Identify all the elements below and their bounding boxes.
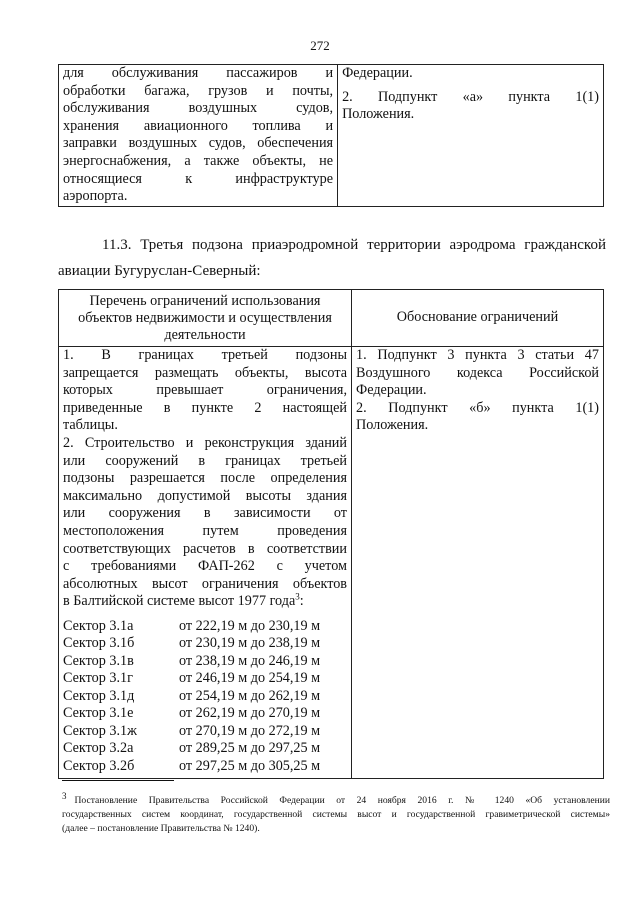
text-line: подзоны разрешается после определения (63, 470, 347, 487)
justification-cell (352, 347, 604, 779)
text-line: Воздушного кодекса Российской (356, 364, 599, 381)
footnote-reference: 3 (295, 591, 300, 602)
text-line: местоположения путем проведения (63, 522, 347, 539)
text-line: для обслуживания пассажиров и (63, 65, 334, 81)
text-line-tail: : (299, 593, 304, 610)
text-line-content: в Балтийской системе высот 1977 года (63, 593, 296, 610)
sector-range: от 297,25 м до 305,25 м (179, 757, 321, 774)
column-header-restrictions: Перечень ограничений использования объектов недвижимости и осуществления деятельности (59, 290, 352, 347)
text-line: хранения авиационного топлива и (63, 117, 334, 134)
restrictions-cell (59, 347, 352, 779)
sector-name: Сектор 3.1ж (63, 722, 137, 739)
footnote (62, 790, 610, 836)
text-line: Федерации. (342, 65, 413, 81)
text-line: заправки воздушных судов, обеспечения (63, 135, 334, 152)
sector-row (63, 723, 347, 741)
heading-line: авиации Бугуруслан-Северный: (58, 263, 261, 279)
sector-row (63, 705, 347, 723)
continued-restrictions-table (58, 64, 604, 207)
sector-row (63, 688, 347, 706)
text-line: аэропорта. (63, 188, 128, 205)
text-line: 1. В границах третьей подзоны (63, 347, 347, 363)
text-line: обработки багажа, грузов и почты, (63, 82, 334, 99)
text-line: которых превышает ограничения, (63, 382, 347, 399)
sector-name: Сектор 3.1б (63, 635, 135, 652)
sector-name: Сектор 3.2б (63, 757, 135, 774)
text-line: 1. Подпункт 3 пункта 3 статьи 47 (356, 347, 599, 363)
text-line: абсолютных высот ограничения объектов (63, 575, 347, 592)
heading-line: 11.3. Третья подзона приаэродромной территории аэродрома гражданской (102, 237, 606, 253)
sector-name: Сектор 3.2а (63, 740, 134, 757)
text-line (63, 593, 347, 611)
sector-row (63, 635, 347, 653)
sector-name: Сектор 3.1в (63, 652, 134, 669)
text-line: запрещается размещать объекты, высота (63, 364, 347, 381)
text-line: таблицы. (63, 417, 118, 434)
text-line: 2. Строительство и реконструкция зданий (63, 434, 347, 451)
section-heading (58, 232, 606, 284)
sector-row (63, 670, 347, 688)
text-line: Положения. (356, 417, 429, 434)
sector-range: от 254,19 м до 262,19 м (179, 687, 321, 704)
footnote-line: государственных систем координат, государственной системы высот и государственной гравиметрической системы» (62, 809, 610, 820)
text-line: обслуживания воздушных судов, (63, 100, 334, 117)
text-line: 2. Подпункт «а» пункта 1(1) (342, 88, 599, 105)
text-line: или сооружений в границах третьей (63, 452, 347, 469)
text-line: энергоснабжения, а также объекты, не (63, 152, 334, 169)
sector-row (63, 618, 347, 636)
text-line: Федерации. (356, 382, 427, 399)
text-line: относящиеся к инфраструктуре (63, 170, 334, 187)
text-line: или сооружения в зависимости от (63, 505, 347, 522)
sector-range: от 246,19 м до 254,19 м (179, 670, 321, 687)
footnote-text: Постановление Правительства Российской Федерации от 24 ноября 2016 г. № 1240 «Об установлении (74, 795, 610, 806)
text-line: с требованиями ФАП-262 с учетом (63, 558, 347, 575)
sector-range: от 238,19 м до 246,19 м (179, 652, 321, 669)
sector-row (63, 653, 347, 671)
continued-right-cell (338, 65, 604, 207)
third-subzone-table (58, 289, 604, 779)
sector-range: от 262,19 м до 270,19 м (179, 705, 321, 722)
text-line: приведенные в пункте 2 настоящей (63, 399, 347, 416)
sector-range: от 222,19 м до 230,19 м (179, 617, 321, 634)
column-header-justification: Обоснование ограничений (352, 290, 604, 347)
sector-range: от 230,19 м до 238,19 м (179, 635, 321, 652)
footnote-number: 3 (62, 790, 67, 801)
sector-list (63, 618, 347, 776)
sector-name: Сектор 3.1а (63, 617, 134, 634)
text-line: Положения. (342, 106, 415, 123)
sector-range: от 270,19 м до 272,19 м (179, 722, 321, 739)
text-line: 2. Подпункт «б» пункта 1(1) (356, 399, 599, 416)
sector-row (63, 740, 347, 758)
sector-name: Сектор 3.1г (63, 670, 133, 687)
sector-name: Сектор 3.1е (63, 705, 134, 722)
footnote-line: (далее – постановление Правительства № 1240). (62, 823, 260, 834)
footnote-separator (62, 780, 174, 781)
footnote-line (62, 790, 610, 808)
sector-row (63, 758, 347, 776)
continued-left-cell (59, 65, 338, 207)
sector-range: от 289,25 м до 297,25 м (179, 740, 321, 757)
text-line: соответствующих расчетов в соответствии (63, 540, 347, 557)
sector-name: Сектор 3.1д (63, 687, 135, 704)
text-line: максимально допустимой высоты здания (63, 487, 347, 504)
page-number: 272 (310, 38, 330, 53)
